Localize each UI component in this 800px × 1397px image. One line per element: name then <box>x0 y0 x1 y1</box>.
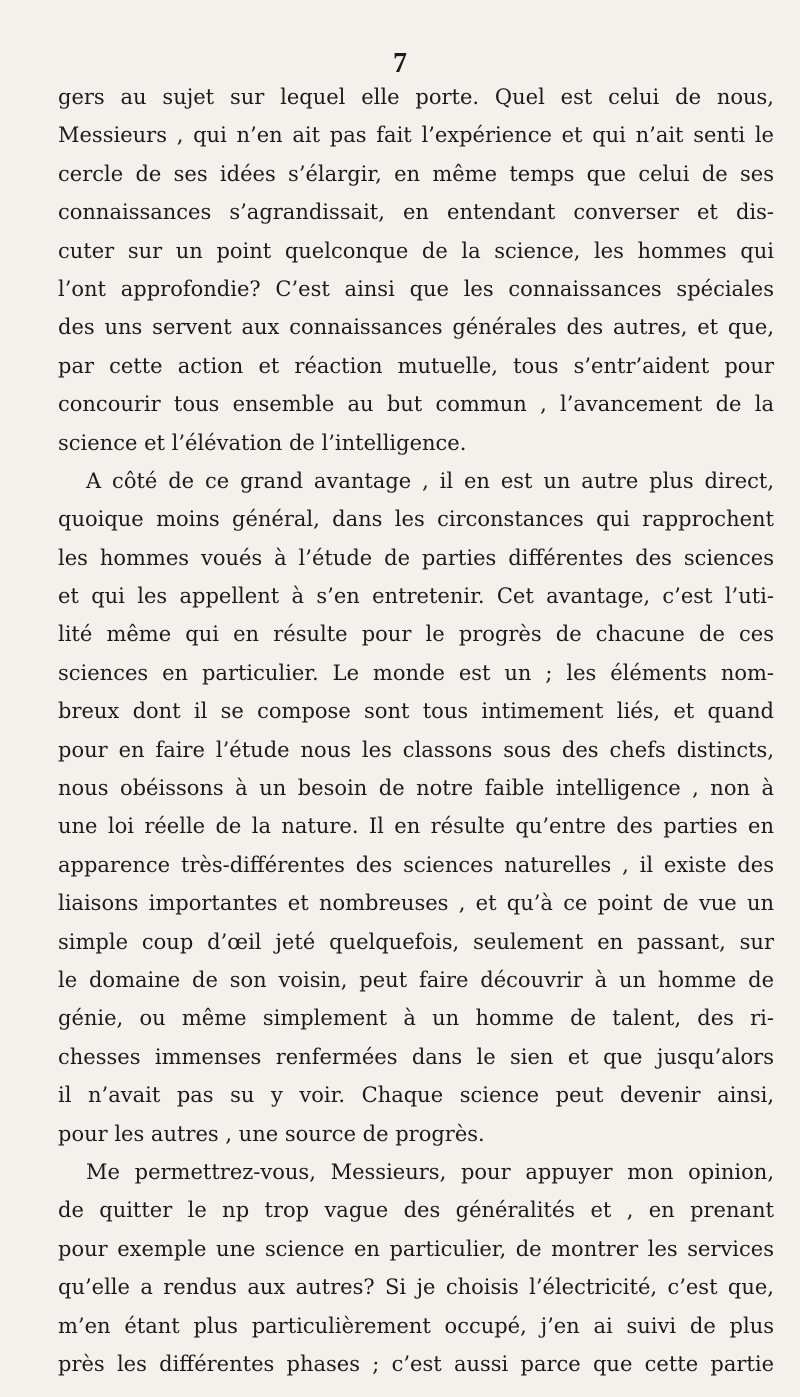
text-line: une loi réelle de la nature. Il en résulte qu’entre des parties en <box>58 814 774 839</box>
text-line: l’ont approfondie? C’est ainsi que les connaissances spéciales <box>58 276 774 301</box>
text-line: sciences en particulier. Le monde est un ; les éléments nom- <box>58 660 774 685</box>
text-line: quoique moins général, dans les circonstances qui rapprochent <box>58 507 774 532</box>
text-line: par cette action et réaction mutuelle, tous s’entr’aident pour <box>58 353 774 378</box>
text-line: de quitter le np trop vague des généralités et , en prenant <box>58 1198 774 1223</box>
text-line: nous obéissons à un besoin de notre faible intelligence , non à <box>58 776 774 801</box>
text-line: breux dont il se compose sont tous intimement liés, et quand <box>58 699 774 724</box>
text-line: concourir tous ensemble au but commun , l’avancement de la <box>58 392 774 417</box>
text-line: gers au sujet sur lequel elle porte. Quel est celui de nous, <box>58 85 774 109</box>
text-line: Me permettrez-vous, Messieurs, pour appuyer mon opinion, <box>86 1159 774 1184</box>
text-line: m’en étant plus particulièrement occupé, j’en ai suivi de plus <box>58 1313 774 1338</box>
text-line: science et l’élévation de l’intelligence. <box>58 430 467 455</box>
text-line: le domaine de son voisin, peut faire découvrir à un homme de <box>58 967 774 992</box>
text-line: cercle de ses idées s’élargir, en même temps que celui de ses <box>58 161 774 186</box>
text-line: pour exemple une science en particulier, de montrer les services <box>58 1236 774 1261</box>
text-line: connaissances s’agrandissait, en entendant converser et dis- <box>58 200 774 225</box>
body-text <box>58 78 774 1383</box>
text-line: lité même qui en résulte pour le progrès de chacune de ces <box>58 622 774 647</box>
text-line: les hommes voués à l’étude de parties différentes des sciences <box>58 545 774 570</box>
text-line: des uns servent aux connaissances générales des autres, et que, <box>58 315 774 340</box>
text-line: Messieurs , qui n’en ait pas fait l’expérience et qui n’ait senti le <box>58 123 774 148</box>
text-line: chesses immenses renfermées dans le sien et que jusqu’alors <box>58 1044 774 1069</box>
text-line: pour les autres , une source de progrès. <box>58 1121 485 1146</box>
text-line: qu’elle a rendus aux autres? Si je choisis l’électricité, c’est que, <box>58 1275 774 1300</box>
text-line: apparence très-différentes des sciences naturelles , il existe des <box>58 852 774 877</box>
text-line: A côté de ce grand avantage , il en est un autre plus direct, <box>86 468 774 493</box>
text-line: liaisons importantes et nombreuses , et qu’à ce point de vue un <box>58 891 774 916</box>
text-line: il n’avait pas su y voir. Chaque science peut devenir ainsi, <box>58 1083 774 1108</box>
text-line: près les différentes phases ; c’est aussi parce que cette partie <box>58 1351 774 1376</box>
text-line: cuter sur un point quelconque de la science, les hommes qui <box>58 238 774 263</box>
text-line: simple coup d’œil jeté quelquefois, seulement en passant, sur <box>58 929 774 954</box>
text-line: pour en faire l’étude nous les classons sous des chefs distincts, <box>58 737 774 762</box>
page-number: 7 <box>393 48 407 79</box>
text-line: génie, ou même simplement à un homme de talent, des ri- <box>58 1006 774 1031</box>
text-line: et qui les appellent à s’en entretenir. Cet avantage, c’est l’uti- <box>58 584 774 609</box>
